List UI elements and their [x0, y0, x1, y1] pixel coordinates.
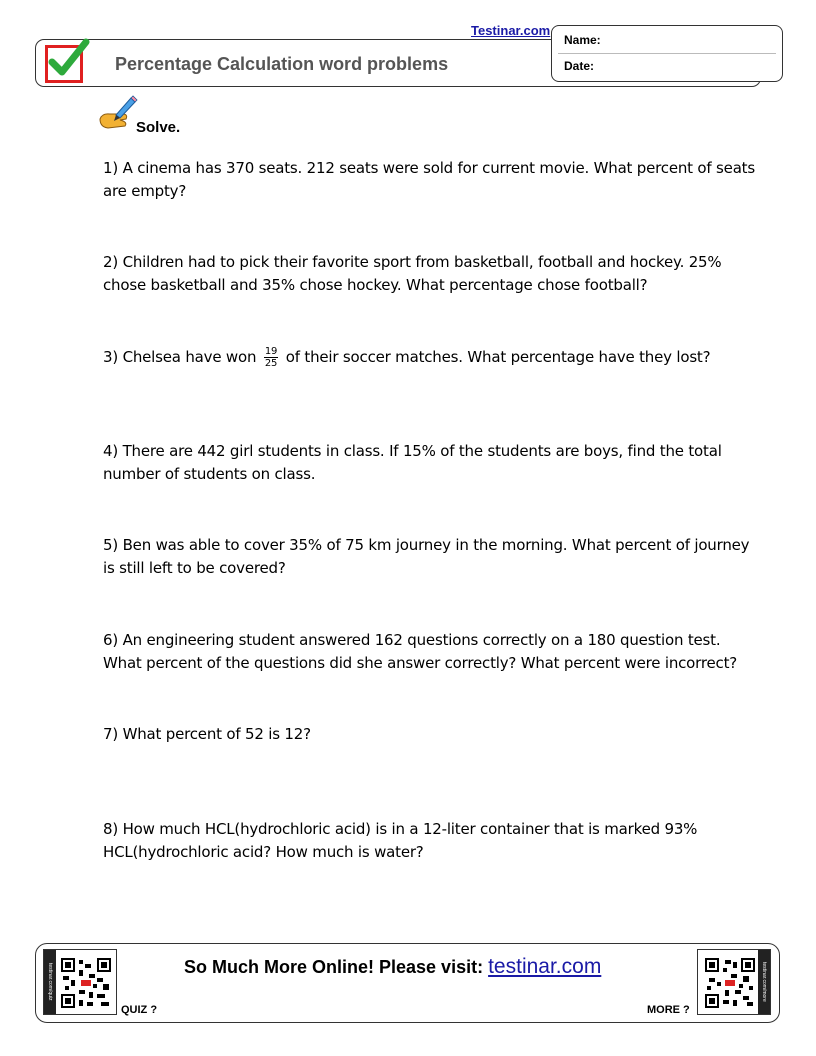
fraction	[264, 346, 278, 369]
question-text: Children had to pick their favorite sport from basketball, football and hockey. 25% chose basketball and 35% chose hockey. What percentage chose football?	[103, 253, 722, 294]
quiz-qr-code[interactable]	[43, 949, 117, 1015]
question-text: A cinema has 370 seats. 212 seats were sold for current movie. What percent of seats are empty?	[103, 159, 755, 200]
qr-code-icon	[61, 958, 111, 1008]
question-8	[103, 818, 763, 864]
qr-side-label: testinar.com/more	[758, 950, 770, 1014]
pencil-hand-icon	[98, 95, 138, 138]
question-text: What percent of 52 is 12?	[122, 725, 311, 743]
footer-text: So Much More Online! Please visit:	[184, 957, 484, 977]
fraction-denominator: 25	[264, 358, 278, 369]
more-label: MORE ?	[647, 1004, 690, 1016]
quiz-label: QUIZ ?	[121, 1004, 158, 1016]
fraction-numerator: 19	[264, 346, 278, 357]
question-5	[103, 534, 763, 580]
question-text: There are 442 girl students in class. If 15% of the students are boys, find the total number of students on class.	[103, 442, 722, 483]
question-3	[103, 346, 763, 369]
question-7	[103, 723, 763, 746]
name-date-box	[551, 25, 783, 82]
footer-promo	[184, 955, 601, 979]
question-number: 3)	[103, 348, 118, 366]
footer-link[interactable]: testinar.com	[488, 955, 602, 978]
question-1	[103, 157, 763, 203]
question-text: How much HCL(hydrochloric acid) is in a 12-liter container that is marked 93% HCL(hydrochloric acid? How much is water?	[103, 820, 698, 861]
more-qr-code[interactable]	[697, 949, 771, 1015]
qr-side-label: testinar.com/quiz	[44, 950, 56, 1014]
qr-code-icon	[705, 958, 755, 1008]
question-4	[103, 440, 763, 486]
question-number: 6)	[103, 631, 118, 649]
question-text: An engineering student answered 162 questions correctly on a 180 question test. What percent of the questions did she answer correctly? What percent were incorrect?	[103, 631, 738, 672]
date-field-label: Date:	[564, 59, 595, 73]
question-6	[103, 629, 763, 675]
question-text: Ben was able to cover 35% of 75 km journey in the morning. What percent of journey is still left to be covered?	[103, 536, 750, 577]
name-date-divider	[558, 53, 776, 54]
checkmark-logo-icon	[45, 45, 83, 83]
question-number: 1)	[103, 159, 118, 177]
page-title: Percentage Calculation word problems	[115, 54, 449, 74]
question-number: 5)	[103, 536, 118, 554]
question-text-before: Chelsea have won	[122, 348, 257, 366]
question-2	[103, 251, 763, 297]
name-field-label: Name:	[564, 33, 601, 47]
question-number: 2)	[103, 253, 118, 271]
instruction-text: Solve.	[136, 119, 181, 136]
question-number: 4)	[103, 442, 118, 460]
question-number: 7)	[103, 725, 118, 743]
question-number: 8)	[103, 820, 118, 838]
site-link[interactable]: Testinar.com	[471, 23, 551, 38]
question-text-after: of their soccer matches. What percentage have they lost?	[285, 348, 711, 366]
